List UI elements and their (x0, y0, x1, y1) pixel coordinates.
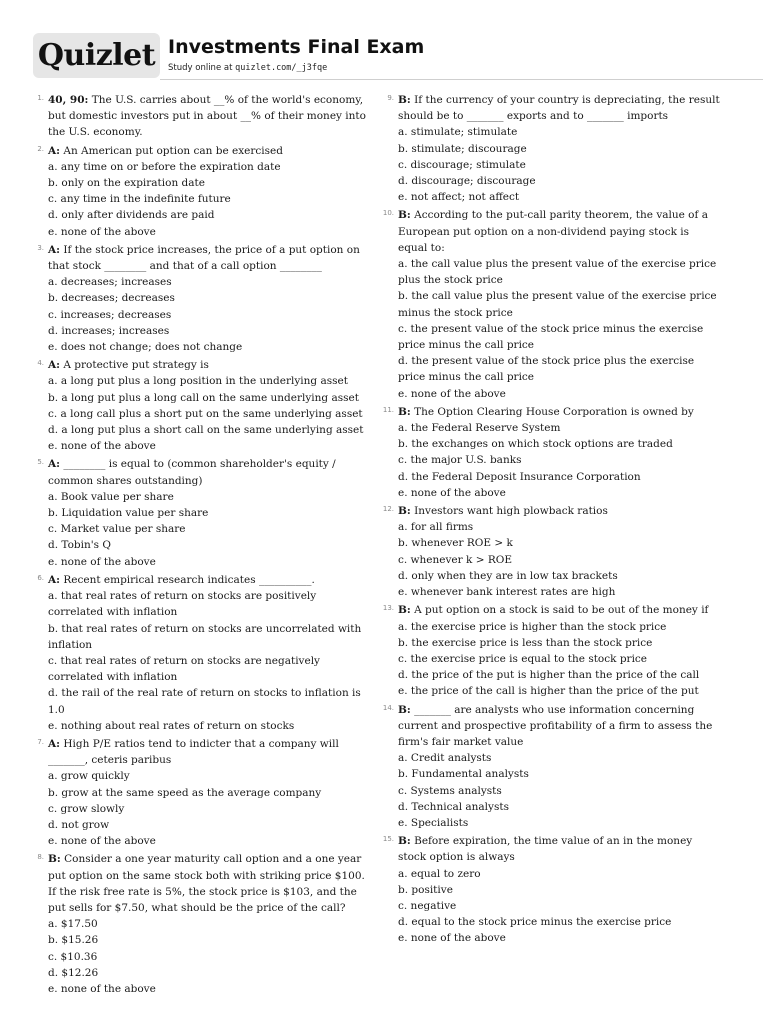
answer-key: B: (398, 405, 411, 418)
answer-option: e. none of the above (48, 225, 156, 238)
question-item (30, 851, 374, 997)
question-text: A put option on a stock is said to be out of the money if (414, 604, 709, 617)
answer-option: e. none of the above (398, 387, 506, 400)
question-stem (48, 357, 374, 373)
answer-option: b. grow at the same speed as the average company (48, 786, 322, 799)
question-stem (48, 572, 374, 588)
question-number: 8. (37, 853, 44, 862)
answer-key: B: (48, 853, 61, 866)
question-item (30, 456, 374, 569)
question-stem (48, 456, 374, 488)
answer-option: c. $10.36 (48, 950, 98, 963)
study-prefix: Study online at (168, 63, 236, 73)
answer-option: c. a long call plus a short put on the same underlying asset (48, 407, 363, 420)
question-item (380, 702, 720, 832)
question-stem (48, 851, 374, 916)
answer-option: d. the rail of the real rate of return on stocks to inflation is 1.0 (48, 687, 361, 716)
answer-option: a. grow quickly (48, 770, 130, 783)
question-number: 12. (382, 505, 394, 514)
answer-key: A: (48, 243, 61, 256)
answer-key: B: (398, 94, 411, 106)
answer-option: b. Fundamental analysts (398, 768, 529, 781)
answer-option: b. decreases; decreases (48, 292, 175, 305)
question-text: Recent empirical research indicates __________. (63, 573, 315, 586)
question-stem (48, 92, 374, 141)
answer-option: a. that real rates of return on stocks are positively correlated with inflation (48, 590, 317, 619)
question-text: An American put option can be exercised (63, 144, 283, 157)
question-item (30, 736, 374, 849)
question-text: If the stock price increases, the price of a put option on that stock ________ and that of a call option ________ (48, 243, 360, 273)
answer-option: e. not affect; not affect (398, 191, 520, 204)
answer-option: e. whenever bank interest rates are high (398, 586, 616, 599)
question-text: A protective put strategy is (63, 359, 209, 372)
page-header (0, 0, 768, 80)
answer-option: e. none of the above (48, 440, 156, 453)
answer-key: A: (48, 573, 61, 586)
answer-option: e. the price of the call is higher than the price of the put (398, 685, 699, 698)
question-item (380, 833, 720, 946)
answer-option: b. $15.26 (48, 934, 99, 947)
answer-option: a. decreases; increases (48, 276, 172, 289)
question-item (30, 572, 374, 734)
question-text: _______ are analysts who use information concerning current and prospective profitability of a firm to assess the firm's fair market value (398, 703, 713, 748)
answer-option: d. discourage; discourage (398, 175, 536, 188)
answer-option: a. Book value per share (48, 490, 174, 503)
answer-option: c. increases; decreases (48, 308, 172, 321)
answer-option: c. the major U.S. banks (398, 454, 522, 467)
answer-key: 40, 90: (48, 94, 89, 106)
answer-option: a. stimulate; stimulate (398, 126, 518, 139)
question-stem (398, 503, 720, 519)
answer-option: c. the present value of the stock price minus the exercise price minus the call price (398, 322, 704, 352)
question-stem (398, 404, 720, 420)
answer-option: c. negative (398, 899, 457, 912)
answer-option: d. Tobin's Q (48, 539, 111, 552)
answer-option: d. increases; increases (48, 324, 170, 337)
answer-option: d. only after dividends are paid (48, 209, 215, 222)
logo-text: Quizlet (37, 38, 156, 73)
question-stem (398, 702, 720, 751)
question-item (30, 357, 374, 454)
answer-option: c. any time in the indefinite future (48, 193, 231, 206)
answer-option: e. Specialists (398, 816, 469, 829)
answer-option: b. only on the expiration date (48, 177, 205, 190)
answer-option: a. a long put plus a long position in the underlying asset (48, 375, 348, 388)
answer-option: b. Liquidation value per share (48, 507, 209, 520)
answer-key: B: (398, 703, 411, 716)
question-number: 9. (387, 94, 394, 102)
answer-option: d. Technical analysts (398, 800, 509, 813)
answer-option: e. none of the above (48, 555, 156, 568)
answer-option: c. that real rates of return on stocks are negatively correlated with inflation (48, 654, 320, 684)
question-number: 11. (382, 405, 394, 414)
answer-key: B: (398, 835, 411, 848)
question-columns (0, 92, 768, 1024)
answer-option: c. grow slowly (48, 802, 125, 815)
answer-key: A: (48, 144, 61, 157)
question-stem (48, 736, 374, 768)
question-number: 13. (382, 604, 394, 613)
question-number: 15. (382, 835, 394, 844)
answer-option: c. whenever k > ROE (398, 553, 513, 566)
answer-option: a. the call value plus the present value of the exercise price plus the stock price (398, 258, 717, 287)
answer-key: B: (398, 604, 411, 617)
answer-option: e. none of the above (48, 835, 156, 848)
question-number: 2. (37, 144, 44, 153)
question-number: 14. (382, 703, 394, 712)
answer-key: B: (398, 505, 411, 518)
header-divider (160, 79, 763, 80)
question-stem (398, 207, 720, 256)
answer-option: a. equal to zero (398, 867, 481, 880)
quizlet-logo[interactable] (33, 33, 160, 78)
question-item (380, 207, 720, 401)
answer-option: b. the exchanges on which stock options are traded (398, 438, 673, 451)
question-number: 10. (382, 209, 394, 218)
answer-key: A: (48, 458, 61, 471)
page-title: Investments Final Exam (168, 36, 425, 58)
question-number: 1. (37, 94, 44, 102)
question-stem (398, 833, 720, 865)
answer-key: A: (48, 359, 61, 372)
answer-option: b. the exercise price is less than the stock price (398, 636, 653, 649)
answer-option: a. Credit analysts (398, 752, 492, 765)
answer-option: c. discourage; stimulate (398, 158, 526, 171)
answer-option: b. whenever ROE > k (398, 537, 513, 550)
question-number: 3. (37, 243, 44, 252)
question-text: Investors want high plowback ratios (414, 505, 608, 518)
question-number: 6. (37, 573, 44, 582)
answer-option: e. none of the above (48, 982, 156, 995)
answer-option: b. the call value plus the present value of the exercise price minus the stock price (398, 290, 717, 319)
right-column (380, 92, 720, 949)
question-item (30, 242, 374, 355)
answer-option: e. none of the above (398, 932, 506, 945)
answer-option: d. equal to the stock price minus the exercise price (398, 916, 672, 929)
answer-option: b. a long put plus a long call on the same underlying asset (48, 391, 359, 404)
question-text: If the currency of your country is depreciating, the result should be to _______ exports and to _______ imports (398, 94, 720, 123)
question-text: ________ is equal to (common shareholder's equity / common shares outstanding) (48, 458, 336, 487)
question-stem (48, 143, 374, 159)
study-url-link[interactable]: quizlet.com/_j3fqe (235, 63, 328, 73)
answer-option: a. for all firms (398, 521, 474, 534)
answer-option: d. not grow (48, 818, 110, 831)
answer-option: b. stimulate; discourage (398, 142, 527, 155)
answer-option: b. positive (398, 883, 453, 896)
answer-option: c. the exercise price is equal to the stock price (398, 652, 648, 665)
question-item (30, 143, 374, 240)
question-stem (398, 92, 720, 124)
answer-option: d. the price of the put is higher than the price of the call (398, 669, 700, 682)
question-item (380, 503, 720, 600)
answer-option: d. only when they are in low tax brackets (398, 569, 618, 582)
question-text: The Option Clearing House Corporation is owned by (414, 405, 694, 418)
study-online-line (168, 63, 327, 73)
answer-key: A: (48, 737, 61, 750)
question-number: 4. (37, 359, 44, 368)
question-text: High P/E ratios tend to indicter that a company will _______, ceteris paribus (48, 737, 339, 767)
answer-option: c. Systems analysts (398, 784, 502, 797)
answer-option: d. $12.26 (48, 966, 99, 979)
answer-option: d. a long put plus a short call on the same underlying asset (48, 424, 364, 437)
question-stem (48, 242, 374, 274)
answer-option: a. any time on or before the expiration date (48, 160, 281, 173)
left-column (30, 92, 374, 999)
question-text: Before expiration, the time value of an in the money stock option is always (398, 835, 693, 864)
answer-option: d. the present value of the stock price plus the exercise price minus the call price (398, 355, 695, 384)
answer-option: a. the Federal Reserve System (398, 422, 561, 435)
question-item (380, 602, 720, 699)
answer-option: b. that real rates of return on stocks are uncorrelated with inflation (48, 622, 362, 651)
answer-key: B: (398, 209, 411, 222)
answer-option: d. the Federal Deposit Insurance Corporation (398, 470, 641, 483)
question-item (380, 404, 720, 501)
answer-option: e. none of the above (398, 486, 506, 499)
question-text: The U.S. carries about __% of the world's economy, but domestic investors put in about __% of their money into the U.S. economy. (48, 94, 366, 139)
answer-option: a. $17.50 (48, 918, 98, 931)
question-item (380, 92, 720, 205)
question-item (30, 92, 374, 141)
answer-option: e. nothing about real rates of return on stocks (48, 719, 295, 732)
question-text: Consider a one year maturity call option and a one year put option on the same stock both with striking price $100. If the risk free rate is 5%, the stock price is $103, and the put sells for $7.50, what should be the price of the call? (48, 853, 365, 914)
question-number: 7. (37, 737, 44, 746)
answer-option: a. the exercise price is higher than the stock price (398, 620, 667, 633)
answer-option: c. Market value per share (48, 523, 186, 536)
answer-option: e. does not change; does not change (48, 341, 243, 354)
question-text: According to the put-call parity theorem, the value of a European put option on a non-dividend paying stock is equal to: (398, 209, 708, 254)
question-number: 5. (37, 458, 44, 467)
question-stem (398, 602, 720, 618)
